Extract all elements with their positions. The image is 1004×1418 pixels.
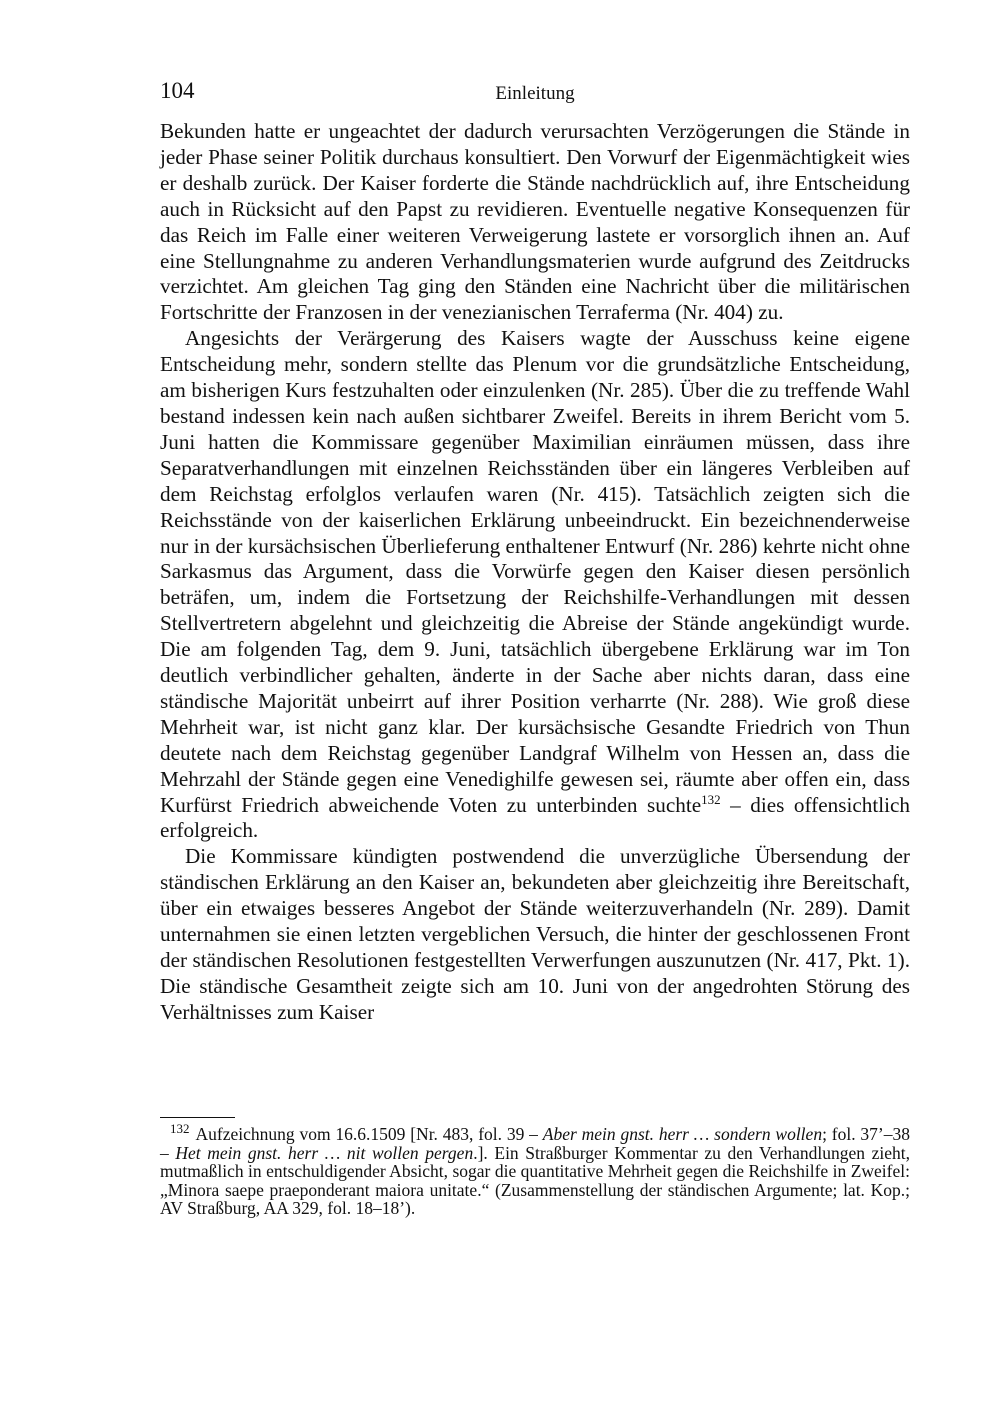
footnote-italic-a: Aber mein gnst. herr … sondern wollen	[542, 1124, 823, 1144]
paragraph-2	[160, 326, 910, 844]
footnote-number: 132	[170, 1121, 190, 1137]
paragraph-2-tail: – dies offensichtlich erfolgreich.	[160, 792, 910, 843]
footnote-text-c: .]. Ein Straßburger Kommentar zu den Verhandlungen zieht, mutmaßlich in entschuldigender Absicht, sogar die quantitative Mehrheit gegen die Reichshilfe in Zweifel: „Minora saepe praeponderant maiora unitate.“ (Zusammenstellung der ständischen Argumente; lat. Kop.; AV Straßburg, AA 329, fol. 18–18’).	[160, 1142, 910, 1219]
footnote-reference[interactable]: 132	[701, 791, 721, 807]
paragraph-2-text: Angesichts der Verärgerung des Kaisers wagte der Ausschuss keine eigene Entscheidung mehr, sondern stellte das Plenum vor die grundsätzliche Entscheidung, am bisherigen Kurs festzuhalten oder einzulenken (Nr. 285). Über die zu treffende Wahl bestand indessen kein nach außen sichtbarer Zweifel. Bereits in ihrem Bericht vom 5. Juni hatten die Kommissare gegenüber Maximilian einräumen müssen, dass ihre Separatverhandlungen mit einzelnen Reichsständen über ein längeres Verbleiben auf dem Reichstag erfolglos verlaufen waren (Nr. 415). Tatsächlich zeigten sich die Reichsstände von der kaiserlichen Erklärung unbeeindruckt. Ein bezeichnenderweise nur in der kursächsischen Überlieferung enthaltener Entwurf (Nr. 286) kehrte nicht ohne Sarkasmus das Argument, dass die Vorwürfe gegen den Kaiser diesen persönlich beträfen, um, indem die Fortsetzung der Reichshilfe-Verhandlungen mit dessen Stellvertretern abgelehnt und gleichzeitig die Abreise der Stände angekündigt wurde. Die am folgenden Tag, dem 9. Juni, tatsächlich übergebene Erklärung war im Ton deutlich verbindlicher gehalten, änderte in der Sache aber nichts daran, dass eine ständische Majorität unbeirrt auf ihrer Position verharrte (Nr. 288). Wie groß diese Mehrheit war, ist nicht ganz klar. Der kursächsische Gesandte Friedrich von Thun deutete nach dem Reichstag gegenüber Landgraf Wilhelm von Hessen an, dass die Mehrzahl der Stände gegen eine Venedighilfe gewesen sei, räumte aber offen ein, dass Kurfürst Friedrich abweichende Voten zu unterbinden suchte	[160, 326, 910, 817]
paragraph-3: Die Kommissare kündigten postwendend die unverzügliche Übersendung der ständischen Erklärung an den Kaiser an, bekundeten aber gleichzeitig ihre Bereitschaft, über ein etwaiges besseres Angebot der Stände weiterzuverhandeln (Nr. 289). Damit unternahmen sie einen letzten vergeblichen Versuch, die hinter der geschlossenen Front der ständischen Resolutionen festgestellten Verwerfungen auszunutzen (Nr. 417, Pkt. 1). Die ständische Gesamtheit zeigte sich am 10. Juni von der angedrohten Störung des Verhältnisses zum Kaiser	[160, 844, 910, 1024]
footnote-separator	[160, 1117, 235, 1118]
footnote-text-b: ; fol. 37’–38 –	[160, 1124, 910, 1163]
footnote-italic-b: Het mein gnst. herr … nit wollen pergen	[175, 1142, 474, 1163]
footnote-text-a: Aufzeichnung vom 16.6.1509 [Nr. 483, fol. 39 –	[195, 1124, 543, 1144]
page-number: 104	[160, 78, 195, 103]
running-head: Einleitung	[495, 83, 575, 104]
footnote-132	[160, 1121, 910, 1219]
main-text	[160, 119, 910, 1026]
paragraph-1: Bekunden hatte er ungeachtet der dadurch verursachten Verzögerungen die Stände in jeder Phase seiner Politik durchaus konsultiert. Den Vorwurf der Eigenmächtigkeit wies er deshalb zurück. Der Kaiser forderte die Stände nachdrücklich auf, ihre Entscheidung auch in Rücksicht auf den Papst zu revidieren. Eventuelle negative Konsequenzen für das Reich im Falle einer weiteren Verweigerung lastete er vorsorglich ihnen an. Auf eine Stellungnahme zu anderen Verhandlungsmaterien wurde aufgrund des Zeitdrucks verzichtet. Am gleichen Tag ging den Ständen eine Nachricht über die militärischen Fortschritte der Franzosen in der venezianischen Terraferma (Nr. 404) zu.	[160, 119, 910, 325]
